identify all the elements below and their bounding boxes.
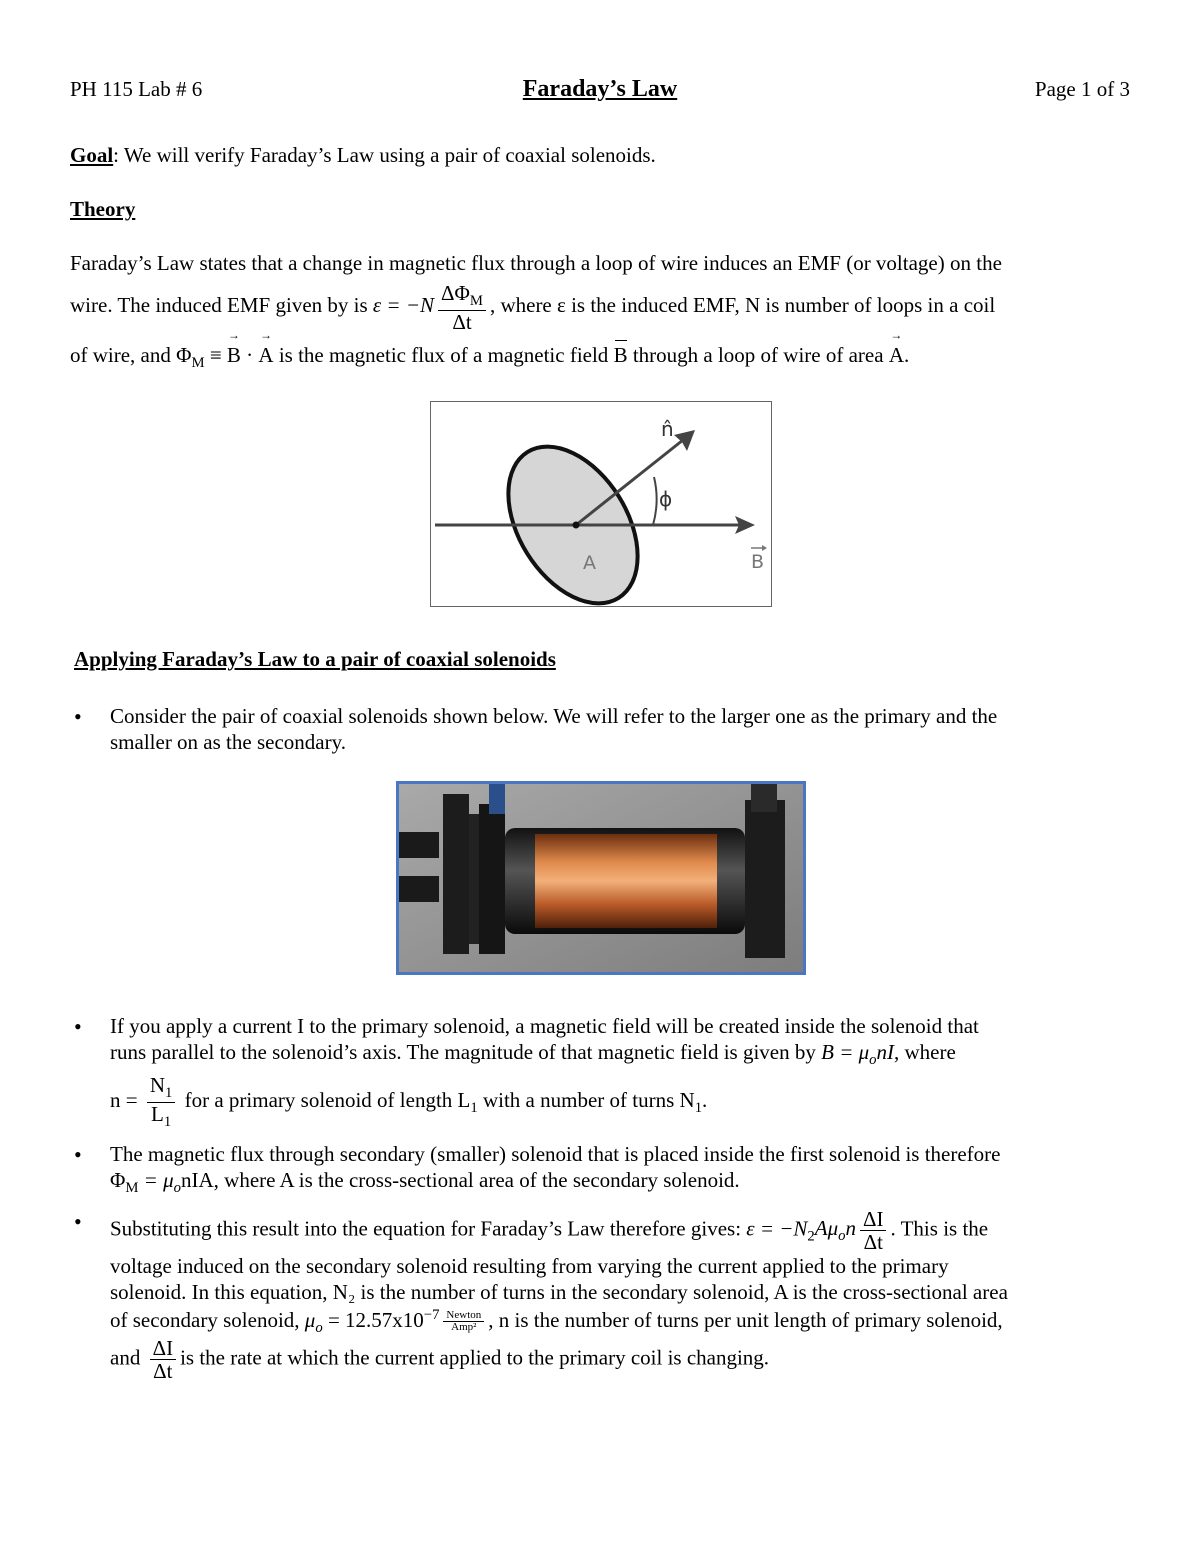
angle-label: ϕ	[659, 487, 673, 511]
solenoid-photo	[396, 781, 806, 975]
bullet-text: is the rate at which the current applied to the primary coil is changing.	[180, 1345, 770, 1370]
two-subscript: 2	[807, 1228, 815, 1245]
one-subscript: 1	[163, 1113, 172, 1130]
bullet-3	[110, 1141, 1130, 1198]
n-symbol: n	[845, 1216, 856, 1241]
field-label-arrowhead	[762, 545, 767, 551]
equiv-symbol: ≡	[204, 343, 227, 367]
theory-line-1: Faraday’s Law states that a change in magnetic flux through a loop of wire induces an EMF (or voltage) on the	[70, 251, 1002, 275]
theory-heading: Theory	[70, 197, 136, 221]
page-number: Page 1 of 3	[1034, 77, 1130, 101]
o-subscript: o	[315, 1319, 323, 1336]
n-equals: n =	[110, 1087, 143, 1112]
center-dot	[573, 522, 580, 529]
flux-rate-fraction	[438, 282, 486, 333]
delta-i: ΔI	[860, 1208, 887, 1231]
bullet-text: . This is the	[890, 1216, 989, 1241]
bullet-text: and	[110, 1345, 146, 1370]
m-subscript: M	[125, 1180, 139, 1197]
emf-lhs: ε = −N	[372, 293, 435, 318]
vector-b: → B	[227, 342, 241, 368]
one-subscript: 1	[694, 1100, 703, 1117]
bullet-text: with a number of turns	[477, 1087, 680, 1112]
area-a: → A	[889, 342, 904, 368]
vector-a: → A	[258, 342, 273, 368]
unit-fraction	[443, 1310, 484, 1334]
delta-i: ΔI	[150, 1337, 177, 1360]
o-subscript: o	[173, 1180, 181, 1197]
bullet-text: runs parallel to the solenoid’s axis. The magnitude of that magnetic field is given by	[110, 1040, 822, 1065]
a-mu: Aμ	[814, 1216, 839, 1241]
normal-arrowhead	[674, 430, 695, 451]
delta-phi: ΔΦ	[441, 281, 470, 305]
theory-text: is the induced EMF, N is number of loops in a coil	[565, 293, 996, 318]
o-subscript: o	[869, 1052, 877, 1069]
right-connector	[751, 784, 777, 812]
bullet-text: Substituting this result into the equation for Faraday’s Law therefore gives:	[110, 1216, 747, 1241]
o-subscript: o	[838, 1228, 846, 1245]
b-equals: B = μ	[821, 1040, 870, 1065]
theory-text: is the magnetic flux of a magnetic field	[273, 343, 614, 367]
theory-text: , where	[489, 293, 558, 318]
one-subscript: 1	[470, 1100, 478, 1117]
emf-lhs: ε = −N	[746, 1216, 808, 1241]
bullet-text: solenoid. In this equation, N₂ is the number of turns in the secondary solenoid, A is the cross-sectional area	[110, 1280, 1008, 1305]
left-end-plate	[443, 794, 469, 954]
bullet-text: , n is the number of turns per unit length of primary solenoid,	[488, 1307, 1003, 1332]
goal-text: : We will verify Faraday’s Law using a pair of coaxial solenoids.	[113, 143, 656, 167]
bullet-text: , where	[894, 1040, 956, 1065]
unit-numerator: Newton	[443, 1310, 484, 1323]
inner-plate	[479, 804, 505, 954]
current-rate-fraction	[860, 1208, 887, 1253]
delta-t: Δt	[863, 1230, 883, 1255]
l1-inline: L	[457, 1087, 471, 1112]
goal-label: Goal	[70, 143, 114, 167]
field-label: B	[751, 551, 765, 573]
nia: nIA	[180, 1168, 214, 1193]
left-connector-bottom	[399, 876, 439, 902]
phi-symbol: Φ	[110, 1168, 126, 1193]
n1-inline: N	[679, 1087, 695, 1112]
theory-line-2	[70, 282, 995, 333]
theory-text: .	[904, 343, 910, 367]
bullet-text: of secondary solenoid,	[110, 1307, 305, 1332]
bullet-text: The magnetic flux through secondary (smaller) solenoid that is placed inside the first solenoid is therefore	[110, 1142, 1001, 1166]
n1: N	[149, 1073, 166, 1097]
right-end-plate	[745, 800, 785, 958]
bullet-text: voltage induced on the secondary solenoid resulting from varying the current applied to the primary	[110, 1254, 949, 1279]
mu0-value: = 12.57x10	[322, 1307, 424, 1332]
page-title: Faraday’s Law	[522, 76, 678, 102]
one-subscript: 1	[165, 1085, 173, 1102]
epsilon-symbol: ε	[557, 293, 566, 318]
current-rate-fraction	[150, 1337, 177, 1382]
loop-ellipse	[482, 423, 665, 606]
normal-label: n̂	[661, 417, 674, 441]
bullet-4	[110, 1208, 1130, 1382]
field-b: B	[613, 343, 628, 367]
area-label: A	[583, 552, 596, 574]
goal-paragraph	[70, 142, 656, 168]
bullet-text: , where A is the cross-sectional area of the secondary solenoid.	[213, 1168, 740, 1193]
turns-density-fraction	[147, 1074, 176, 1130]
solenoid-photo-svg	[399, 784, 803, 972]
angle-arc	[653, 477, 657, 525]
phi-symbol: Φ	[176, 343, 192, 367]
mu-symbol: μ	[304, 1307, 316, 1332]
page-header	[70, 76, 1130, 106]
theory-line-3	[70, 342, 909, 373]
delta-t: Δt	[153, 1359, 173, 1384]
copper-coil	[535, 834, 717, 928]
flux-diagram-svg	[431, 402, 771, 606]
bullet-text: smaller on as the secondary.	[110, 730, 346, 755]
bullet-1	[110, 703, 1130, 756]
bullet-text: Consider the pair of coaxial solenoids shown below. We will refer to the larger one as the primary and the	[110, 704, 998, 728]
m-subscript: M	[191, 355, 205, 372]
bullet-2	[110, 1013, 1130, 1070]
n-i: nI	[876, 1040, 895, 1065]
bullet-text: for a primary solenoid of length	[179, 1087, 458, 1112]
exponent: −7	[423, 1306, 440, 1323]
m-subscript: M	[469, 293, 483, 310]
left-connector-top	[399, 832, 439, 858]
bullet-2-continued	[110, 1074, 1130, 1130]
theory-text: of wire, and	[70, 343, 177, 367]
flux-diagram	[430, 401, 772, 607]
l1: L	[151, 1101, 164, 1126]
bullet-text: If you apply a current I to the primary solenoid, a magnetic field will be created inside the solenoid that	[110, 1014, 979, 1038]
mu-equals: = μ	[138, 1168, 174, 1193]
course-label: PH 115 Lab # 6	[70, 77, 203, 101]
blue-cable	[489, 784, 505, 814]
delta-t: Δt	[452, 309, 472, 334]
unit-denominator: Amp²	[451, 1321, 477, 1334]
bullet-text: .	[702, 1087, 708, 1112]
dot-symbol: ·	[240, 343, 259, 367]
theory-text: wire. The induced EMF given by is	[70, 293, 373, 318]
theory-text: through a loop of wire of area	[627, 343, 889, 367]
section-heading: Applying Faraday’s Law to a pair of coaxial solenoids	[74, 647, 556, 671]
